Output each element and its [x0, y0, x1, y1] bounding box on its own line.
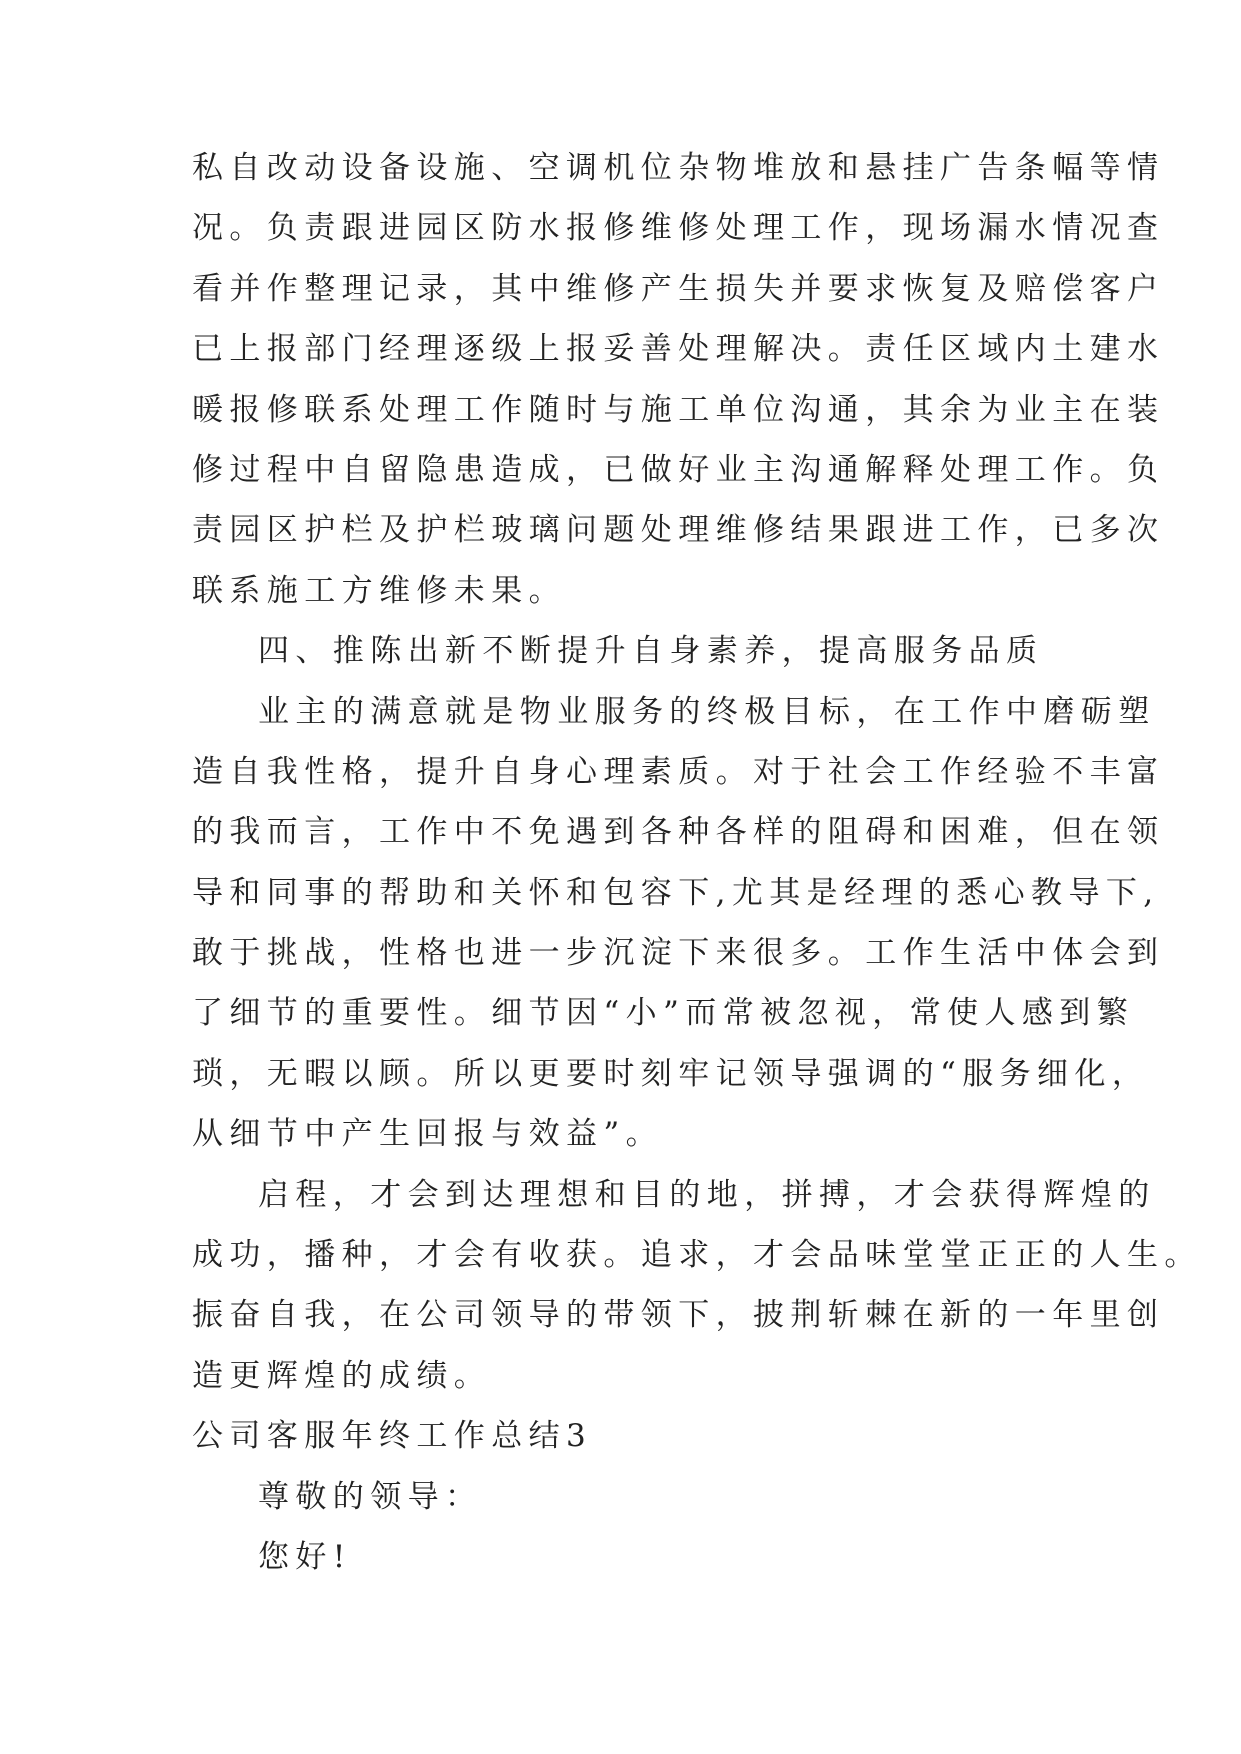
text-line: 的我而言，工作中不免遇到各种各样的阻碍和困难，但在领 — [192, 814, 1165, 851]
text-line: 修过程中自留隐患造成，已做好业主沟通解释处理工作。负 — [192, 451, 1165, 488]
document-body — [192, 138, 1202, 1587]
text-line: 暖报修联系处理工作随时与施工单位沟通，其余为业主在装 — [192, 391, 1165, 428]
text-line: 看并作整理记录，其中维修产生损失并要求恢复及赔偿客户 — [192, 270, 1165, 307]
text-line: 敢于挑战，性格也进一步沉淀下来很多。工作生活中体会到 — [192, 935, 1165, 972]
greeting: 您好! — [258, 1538, 352, 1575]
salutation: 尊敬的领导： — [258, 1478, 483, 1515]
section-heading: 四、推陈出新不断提升自身素养，提高服务品质 — [258, 633, 1044, 670]
text-line: 联系施工方维修未果。 — [192, 572, 566, 609]
text-line: 导和同事的帮助和关怀和包容下,尤其是经理的悉心教导下, — [192, 874, 1160, 911]
text-line: 已上报部门经理逐级上报妥善处理解决。责任区域内土建水 — [192, 331, 1165, 368]
text-line: 责园区护栏及护栏玻璃问题处理维修结果跟进工作，已多次 — [192, 512, 1165, 549]
text-line: 造更辉煌的成绩。 — [192, 1357, 492, 1394]
text-line: 启程，才会到达理想和目的地，拼搏，才会获得辉煌的 — [258, 1176, 1156, 1213]
text-line: 造自我性格，提升自身心理素质。对于社会工作经验不丰富 — [192, 753, 1165, 790]
text-line: 业主的满意就是物业服务的终极目标，在工作中磨砺塑 — [258, 693, 1156, 730]
text-line: 了细节的重要性。细节因“小”而常被忽视，常使人感到繁 — [192, 995, 1135, 1032]
text-line: 琐，无暇以顾。所以更要时刻牢记领导强调的“服务细化， — [192, 1055, 1150, 1092]
text-line: 振奋自我，在公司领导的带领下，披荆斩棘在新的一年里创 — [192, 1297, 1165, 1334]
text-line: 私自改动设备设施、空调机位杂物堆放和悬挂广告条幅等情 — [192, 150, 1165, 186]
text-line: 况。负责跟进园区防水报修维修处理工作，现场漏水情况查 — [192, 210, 1165, 247]
text-line: 成功，播种，才会有收获。追求，才会品味堂堂正正的人生。 — [192, 1237, 1202, 1274]
document-title: 公司客服年终工作总结3 — [192, 1418, 593, 1455]
text-line: 从细节中产生回报与效益”。 — [192, 1116, 664, 1153]
